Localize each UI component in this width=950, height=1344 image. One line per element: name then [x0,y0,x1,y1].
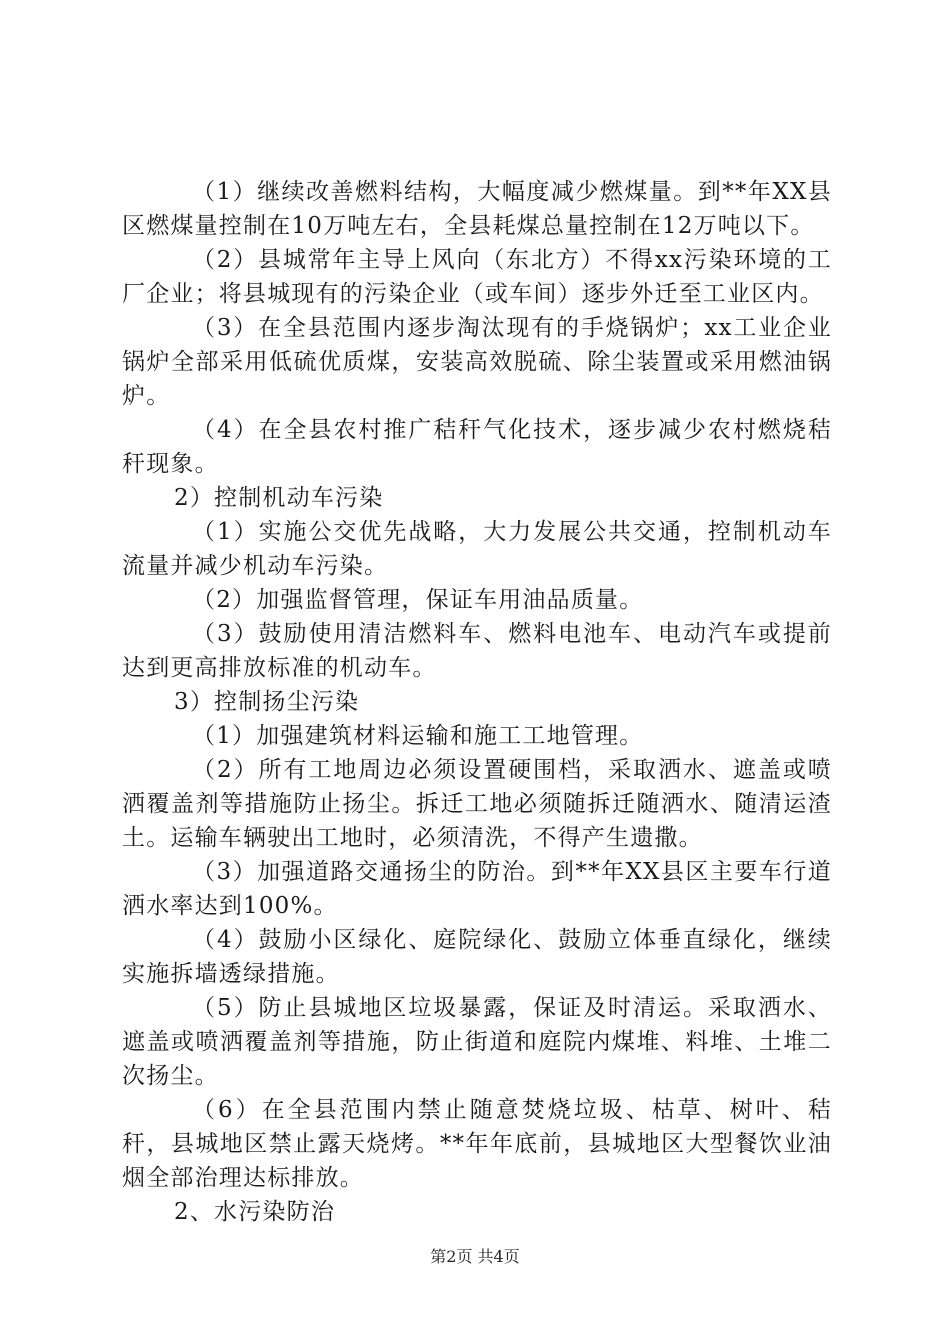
document-body [122,175,832,1229]
paragraph-8: （1）加强建筑材料运输和施工工地管理。 [192,723,644,749]
paragraph-2: （2）县城常年主导上风向（东北方）不得xx污染环境的工厂企业；将县城现有的污染企业（或车间）逐步外迁至工业区内。 [122,247,832,307]
section-heading-dust: 3）控制扬尘污染 [174,689,360,715]
paragraph-3: （3）在全县范围内逐步淘汰现有的手烧锅炉；xx工业企业锅炉全部采用低硫优质煤，安装高效脱硫、除尘装置或采用燃油锅炉。 [122,315,832,409]
paragraph-6: （2）加强监督管理，保证车用油品质量。 [192,587,644,613]
paragraph-13: （6）在全县范围内禁止随意焚烧垃圾、枯草、树叶、秸秆，县城地区禁止露天烧烤。**年年底前，县城地区大型餐饮业油烟全部治理达标排放。 [122,1097,832,1191]
paragraph-10: （3）加强道路交通扬尘的防治。到**年XX县区主要车行道洒水率达到100%。 [122,859,832,919]
section-heading-water: 2、水污染防治 [174,1199,336,1225]
paragraph-1: （1）继续改善燃料结构，大幅度减少燃煤量。到**年XX县区燃煤量控制在10万吨左右，全县耗煤总量控制在12万吨以下。 [122,179,832,239]
page-footer: 第2页 共4页 [430,1247,520,1266]
paragraph-9: （2）所有工地周边必须设置硬围档，采取洒水、遮盖或喷洒覆盖剂等措施防止扬尘。拆迁工地必须随拆迁随洒水、随清运渣土。运输车辆驶出工地时，必须清洗，不得产生遗撒。 [122,757,832,851]
section-heading-vehicle: 2）控制机动车污染 [174,485,384,511]
paragraph-7: （3）鼓励使用清洁燃料车、燃料电池车、电动汽车或提前达到更高排放标准的机动车。 [122,621,832,681]
paragraph-4: （4）在全县农村推广秸秆气化技术，逐步减少农村燃烧秸秆现象。 [122,417,832,477]
paragraph-11: （4）鼓励小区绿化、庭院绿化、鼓励立体垂直绿化，继续实施拆墙透绿措施。 [122,927,832,987]
paragraph-12: （5）防止县城地区垃圾暴露，保证及时清运。采取洒水、遮盖或喷洒覆盖剂等措施，防止街道和庭院内煤堆、料堆、土堆二次扬尘。 [122,995,832,1089]
paragraph-5: （1）实施公交优先战略，大力发展公共交通，控制机动车流量并减少机动车污染。 [122,519,832,579]
